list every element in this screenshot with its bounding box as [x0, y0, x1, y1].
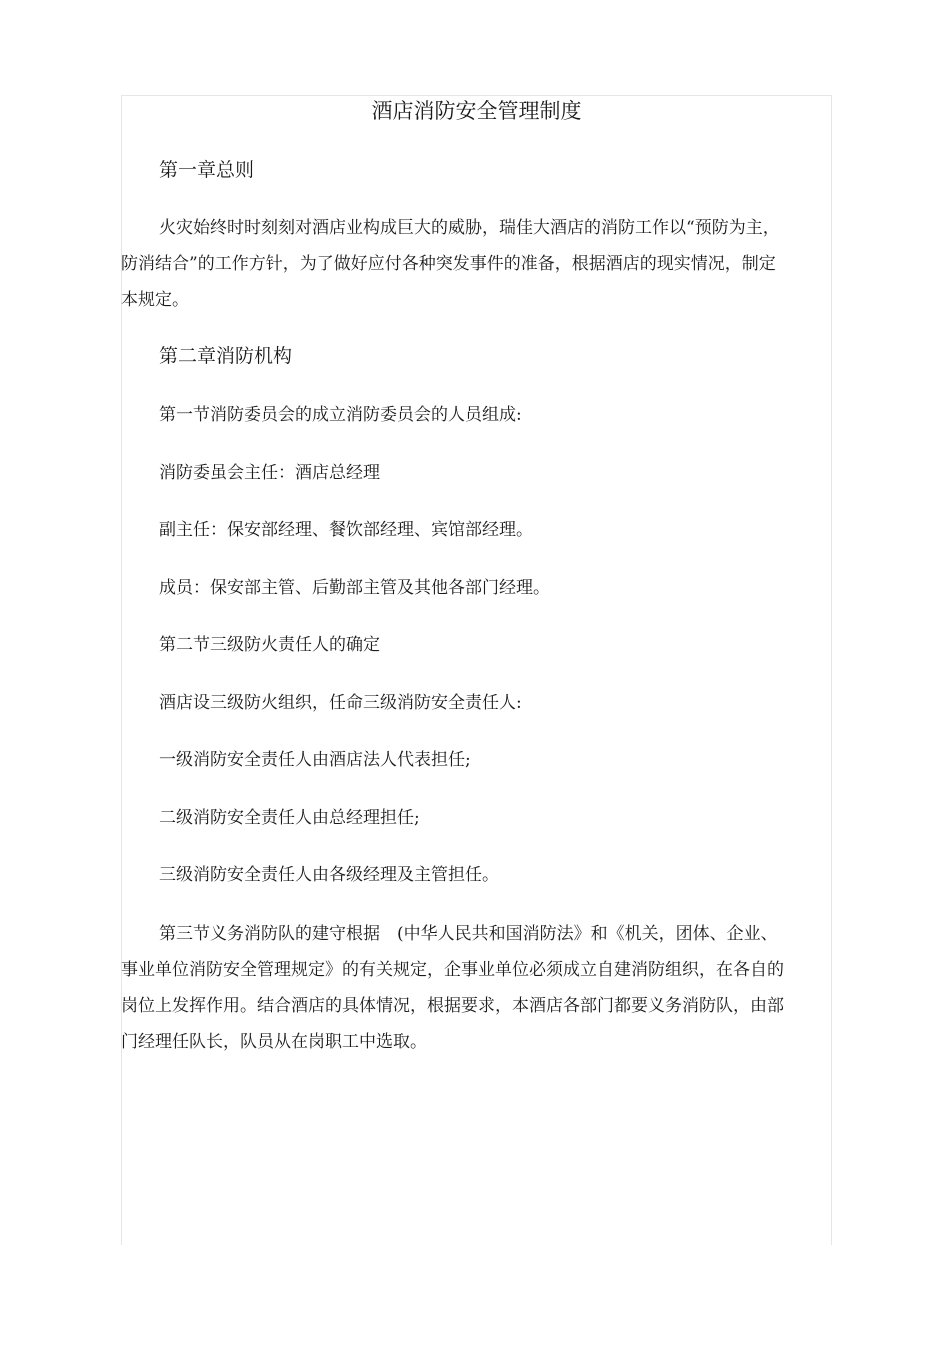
section-3-paragraph: 第三节义务消防队的建守根据 (中华人民共和国消防法》和《机关，团体、企业、事业单位消防安全管理规定》的有关规定，企事业单位必须成立自建消防组织，在各自的岗位上发挥作用。结合酒店的具体情况，根据要求，本酒店各部门都要义务消防队，由部门经理任队长，队员从在岗职工中选取。 — [121, 924, 784, 1052]
section-2-intro: 酒店设三级防火组织，任命三级消防安全责任人: — [159, 693, 522, 713]
committee-director: 消防委虽会主任：酒店总经理 — [159, 463, 380, 483]
chapter-2-heading: 第二章消防机构 — [159, 345, 293, 367]
level-2-responsible: 二级消防安全责任人由总经理担任; — [159, 808, 420, 828]
document-title: 酒店消防安全管理制度 — [371, 99, 582, 123]
committee-members: 成员：保安部主管、后勤部主管及其他各部门经理。 — [159, 578, 550, 598]
level-3-responsible: 三级消防安全责任人由各级经理及主管担任。 — [159, 865, 499, 885]
section-2-heading: 第二节三级防火责任人的确定 — [159, 635, 380, 655]
chapter-1-heading: 第一章总则 — [159, 159, 255, 181]
chapter-1-paragraph: 火灾始终时时刻刻对酒店业构成巨大的威胁，瑞佳大酒店的消防工作以“预防为主，防消结合”的工作方针，为了做好应付各种突发事件的准备，根据酒店的现实情况，制定本规定。 — [121, 218, 780, 310]
section-1-heading: 第一节消防委员会的成立消防委员会的人员组成: — [159, 405, 522, 425]
committee-deputy-director: 副主任：保安部经理、餐饮部经理、宾馆部经理。 — [159, 520, 533, 540]
level-1-responsible: 一级消防安全责任人由酒店法人代表担任; — [159, 750, 471, 770]
